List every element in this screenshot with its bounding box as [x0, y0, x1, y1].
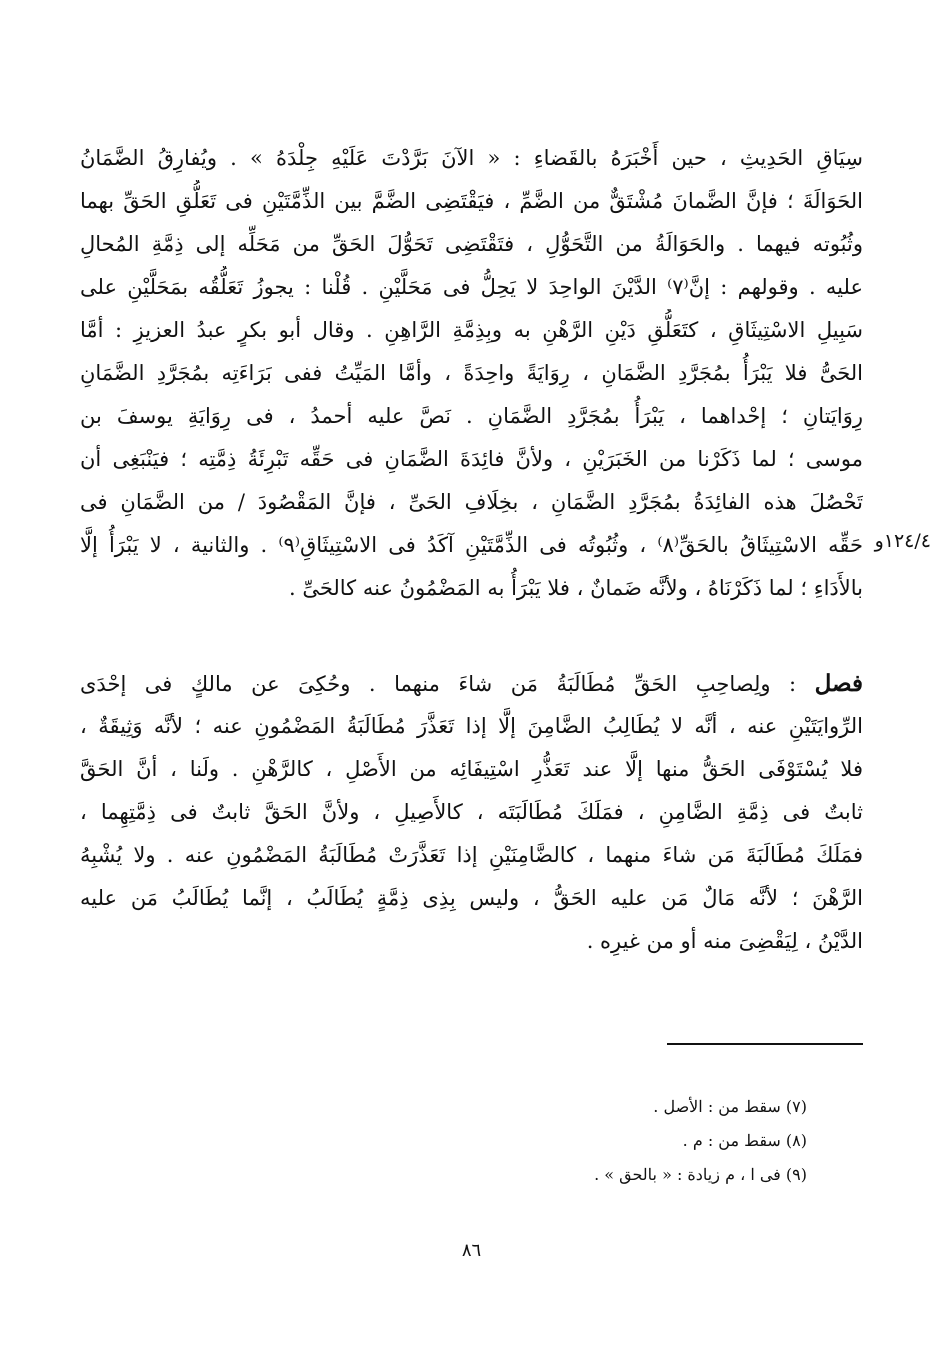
manuscript-folio-reference: ١٢٤/٤و [874, 530, 931, 552]
paragraph-2-fasl [80, 662, 863, 963]
text-line: الحَوَالَةَ ؛ فإنَّ الضَّمانَ مُشْتَقٌّ من الضَّمِّ ، فيَقْتَضِى الضَّمَّ بين الذِّمَّتَيْنِ فى تَعَلُّقِ الحَقِّ بهما [80, 189, 863, 213]
text-line: الدَّيْنُ ، لِيَقْضِىَ منه أو من غيرِه . [586, 929, 863, 953]
footnotes [594, 1090, 807, 1192]
text-line: ثابتٌ فى ذِمَّةِ الضَّامِنِ ، فمَلَكَ مُطَالَبَتَه ، كالأَصِيلِ ، ولأنَّ الحَقَّ ثابتٌ فى ذِمَّتِهِما ، [80, 800, 863, 824]
text-line: سِيَاقِ الحَدِيثِ ، حين أَخْبَرَهُ بالقَضاءِ : « الآنَ بَرَّدْتَ عَلَيْهِ جِلْدَهُ » . ويُفارِقُ الضَّمَانُ [80, 146, 863, 170]
text-line: بالأَدَاءِ ؛ لما ذَكَرْنَاهُ ، ولأنَّه ضَمانٌ ، فلا يَبْرَأُ به المَضْمُونُ عنه كالحَىِّ . [288, 576, 863, 600]
paragraph-1 [80, 137, 863, 610]
text-line: تَحْصُلَ هذه الفائِدَةُ بمُجَرَّدِ الضَّمَانِ ، بخِلَافِ الحَىِّ ، فإنَّ المَقْصُودَ / من الضَّمَانِ فى [80, 490, 863, 514]
text-line: فمَلَكَ مُطَالَبَةَ مَن شاءَ منهما ، كالضَّامِنَيْنِ إذا تَعَذَّرَتْ مُطَالَبَةُ المَضْمُونِ عنه . ولا يُشْبِهُ [80, 843, 863, 867]
footnote-8: (٨) سقط من : م . [682, 1131, 807, 1150]
text-line: حَقِّه الاسْتِيثَاقُ بالحَقِّ⁽٨⁾ ، وثُبُوتُه فى الذِّمَّتَيْنِ آكَدُ فى الاسْتِيثَاقِ⁽٩⁾ . والثانية ، لا يَبْرَأُ إلَّا [80, 533, 863, 557]
text-line: فلا يُسْتَوْفَى الحَقُّ منها إلَّا عند تَعَذُّرِ اسْتِيفَائِه من الأَصْلِ ، كالرَّهْنِ . ولَنا ، أنَّ الحَقَّ [80, 757, 863, 781]
text-line: وثُبُوته فيهما . والحَوَالَةُ من التَّحَوُّلِ ، فتَقْتَضِى تَحَوُّلَ الحَقِّ من مَحَلِّه إلى ذِمَّةِ المُحالِ [80, 232, 863, 256]
text-line: الرِّوايَتَيْنِ عنه ، أنَّه لا يُطَالِبُ الضَّامِنَ إلَّا إذا تَعَذَّرَ مُطَالَبَةُ المَضْمُونِ عنه ؛ لأنَّه وَثِيقَةٌ ، [80, 714, 863, 738]
page-number: ٨٦ [461, 1240, 482, 1261]
text-line: سَبِيلِ الاسْتِيثَاقِ ، كتَعَلُّقِ دَيْنِ الرَّهْنِ به وبِذِمَّةِ الرَّاهِنِ . وقال أبو بكرٍ عبدُ العزيزِ : أمَّا [80, 318, 863, 342]
footnote-7: (٧) سقط من : الأصل . [653, 1097, 807, 1116]
footnote-9: (٩) فى ا ، م زيادة : « بالحق » . [594, 1165, 807, 1184]
text-line-rest: : ولِصاحِبِ الحَقِّ مُطَالَبَةُ مَن شاءَ منهما . وحُكِىَ عن مالكٍ فى إحْدَى [80, 672, 815, 696]
text-line: موسى ؛ لما ذَكَرْنا من الخَبَرَيْنِ ، ولأنَّ فائِدَةَ الضَّمَانِ فى حَقِّه تَبْرِئَةُ ذِمَّتِه ؛ فيَنْبَغِى أن [80, 447, 863, 471]
text-line: الرَّهْنَ ؛ لأنَّه مَالٌ مَن عليه الحَقُّ ، وليس بِذِى ذِمَّةٍ يُطَالَبُ ، إنَّما يُطَالَبُ مَن عليه [80, 886, 863, 910]
text-line: عليه . وقولهم : إنَّ⁽٧⁾ الدَّيْنَ الواحِدَ لا يَحِلُّ فى مَحَلَّيْنِ . قُلْنا : يجوزُ تَعَلُّقُه بمَحَلَّيْنِ على [80, 275, 863, 299]
section-heading-fasl: فصل [814, 670, 863, 697]
text-line [80, 662, 863, 705]
footnote-separator [667, 1043, 863, 1045]
text-line: الحَىُّ فلا يَبْرَأُ بمُجَرَّدِ الضَّمَانِ ، رِوَايَةً واحِدَةً ، وأمَّا المَيِّتُ ففى بَرَاءَتِه بمُجَرَّدِ الضَّمَانِ [80, 361, 863, 385]
text-line: رِوَايَتانِ ؛ إحْداهما ، يَبْرَأُ بمُجَرَّدِ الضَّمَانِ . نَصَّ عليه أحمدُ ، فى رِوَايَةِ يوسفَ بن [80, 404, 863, 428]
